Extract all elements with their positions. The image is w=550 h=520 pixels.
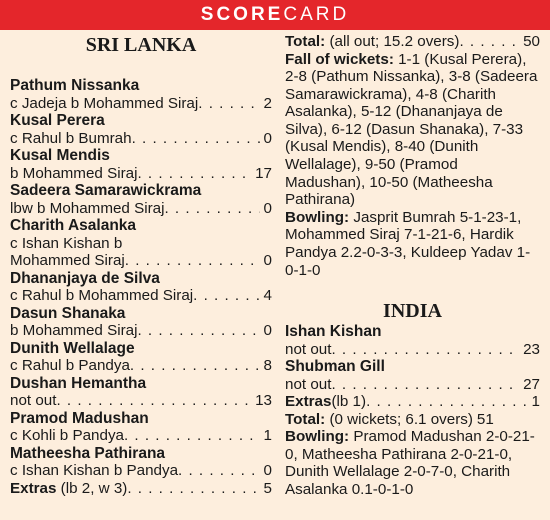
batter-row: [10, 427, 272, 445]
batter-name: Matheesha Pathirana: [10, 444, 166, 462]
runs: 13: [255, 392, 272, 409]
batter-row: [10, 95, 272, 113]
total-label: Total:: [285, 33, 326, 50]
batter-name: Kusal Perera: [10, 112, 105, 129]
batter-name: Ishan Kishan: [285, 323, 382, 341]
dismissal: c Rahul b Bumrah: [10, 129, 132, 147]
bowling-label: Bowling:: [285, 428, 350, 446]
dismissal: c Ishan Kishan b Pandya: [10, 462, 179, 479]
bowling-text: Jasprit Bumrah 5-1-23-1, Mohammed Siraj 7-1-21-6, Hardik Pandya 2.2-0-3-3, Kuldeep Yadav 1-0-1-0: [285, 208, 531, 279]
batter-row: [10, 287, 272, 305]
dismissal: not out: [285, 340, 332, 358]
leader-dots: [331, 341, 519, 359]
runs: 0: [263, 462, 272, 479]
batter-name: Pramod Madushan: [10, 409, 149, 427]
leader-dots: [132, 130, 260, 148]
batter-row: [10, 165, 272, 183]
dismissal: Mohammed Siraj: [10, 252, 125, 269]
fow-label: Fall of wickets:: [285, 50, 394, 68]
team-name-sri-lanka: SRI LANKA: [85, 34, 197, 56]
batter-row: [10, 357, 272, 375]
batter-row: [285, 341, 540, 359]
leader-dots: [124, 427, 260, 445]
sri-lanka-batting: [10, 33, 272, 497]
spacer: [285, 279, 540, 299]
dismissal: c Kohli b Pandya: [10, 427, 124, 444]
extras-detail: (lb 2, w 3): [56, 479, 128, 497]
header-card: CARD: [283, 4, 350, 25]
spacer: [10, 57, 272, 77]
runs: 23: [523, 340, 540, 358]
runs: 0: [263, 252, 272, 269]
leader-dots: [459, 33, 519, 51]
leader-dots: [331, 376, 519, 394]
bowling-label: Bowling:: [285, 208, 350, 226]
total-row: [285, 33, 540, 51]
dismissal: c Jadeja b Mohammed Siraj: [10, 94, 199, 112]
total-label: Total:: [285, 410, 326, 428]
batter-name: Kusal Mendis: [10, 147, 110, 164]
leader-dots: [127, 480, 259, 498]
total-row: [285, 411, 540, 429]
fall-of-wickets: [285, 51, 540, 209]
dismissal: c Rahul b Pandya: [10, 357, 130, 374]
leader-dots: [130, 357, 260, 375]
runs: 4: [263, 287, 272, 304]
scorecard-header: [0, 0, 550, 30]
dismissal-line1: c Ishan Kishan b: [10, 234, 123, 252]
extras-row: [10, 480, 272, 498]
batter-row: [10, 322, 272, 340]
total: [285, 33, 459, 51]
extras-label: Extras: [10, 479, 57, 497]
leader-dots: [198, 95, 259, 113]
extras-runs: 1: [531, 393, 540, 411]
runs: 17: [255, 164, 272, 182]
leader-dots: [125, 252, 260, 270]
extras-row: [285, 393, 540, 411]
batter-name: Sadeera Samarawickrama: [10, 182, 202, 199]
total-detail: (all out; 15.2 overs): [325, 33, 460, 50]
leader-dots: [56, 392, 251, 410]
batter-name: Pathum Nissanka: [10, 77, 140, 94]
batter-name: Dunith Wellalage: [10, 339, 135, 357]
extras: [10, 480, 127, 498]
team-name-india: INDIA: [383, 300, 442, 323]
dismissal: lbw b Mohammed Siraj: [10, 199, 165, 217]
runs: 8: [263, 357, 272, 374]
extras-detail: (lb 1): [331, 393, 367, 411]
bowling-india: [285, 209, 540, 279]
leader-dots: [193, 287, 259, 305]
dismissal: c Rahul b Mohammed Siraj: [10, 287, 194, 304]
leader-dots: [366, 393, 527, 411]
total-runs: 50: [523, 33, 540, 50]
batter-row: [10, 200, 272, 218]
batter-row: [10, 130, 272, 148]
leader-dots: [137, 322, 259, 340]
leader-dots: [164, 200, 259, 218]
total-detail: (0 wickets; 6.1 overs): [325, 410, 473, 428]
batter-row: [285, 376, 540, 394]
extras-label: Extras: [285, 393, 332, 411]
leader-dots: [137, 165, 251, 183]
dismissal: b Mohammed Siraj: [10, 164, 138, 182]
total-runs: 51: [476, 410, 494, 428]
batter-name: Charith Asalanka: [10, 217, 137, 234]
runs: 27: [523, 375, 540, 393]
runs: 1: [263, 427, 272, 444]
batter-name: Dhananjaya de Silva: [10, 269, 160, 287]
runs: 2: [263, 94, 272, 112]
dismissal: not out: [10, 392, 57, 409]
batter-name: Dushan Hemantha: [10, 374, 147, 392]
bowling-text: Pramod Madushan 2-0-21-0, Matheesha Pathirana 2-0-21-0, Dunith Wellalage 2-0-7-0, Charith Asalanka 0.1-0-1-0: [285, 428, 535, 498]
batter-name: Dasun Shanaka: [10, 304, 126, 322]
fow-text: 1-1 (Kusal Perera), 2-8 (Pathum Nissanka), 3-8 (Sadeera Samarawickrama), 4-8 (Charith Asalanka), 5-12 (Dhananjaya de Silva), 6-12 (Dasun Shanaka), 7-33 (Kusal Mendis), 8-40 (Dunith Wellalage), 9-50 (Pramod Madushan), 10-50 (Matheesha Pathirana): [285, 50, 538, 209]
right-column: [285, 33, 540, 499]
total: [285, 411, 473, 429]
runs: 0: [263, 322, 272, 339]
dismissal: b Mohammed Siraj: [10, 322, 138, 339]
batter-row: [10, 392, 272, 410]
batter-row: [10, 462, 272, 480]
extras: [285, 393, 366, 411]
extras-runs: 5: [263, 479, 272, 497]
runs: 0: [263, 199, 272, 217]
leader-dots: [178, 462, 260, 480]
batter-name: Shubman Gill: [285, 358, 385, 376]
dismissal: not out: [285, 375, 332, 393]
runs: 0: [263, 129, 272, 147]
bowling-sri-lanka: [285, 428, 540, 498]
batter-row: [10, 252, 272, 270]
header-score: SCORE: [200, 4, 284, 25]
